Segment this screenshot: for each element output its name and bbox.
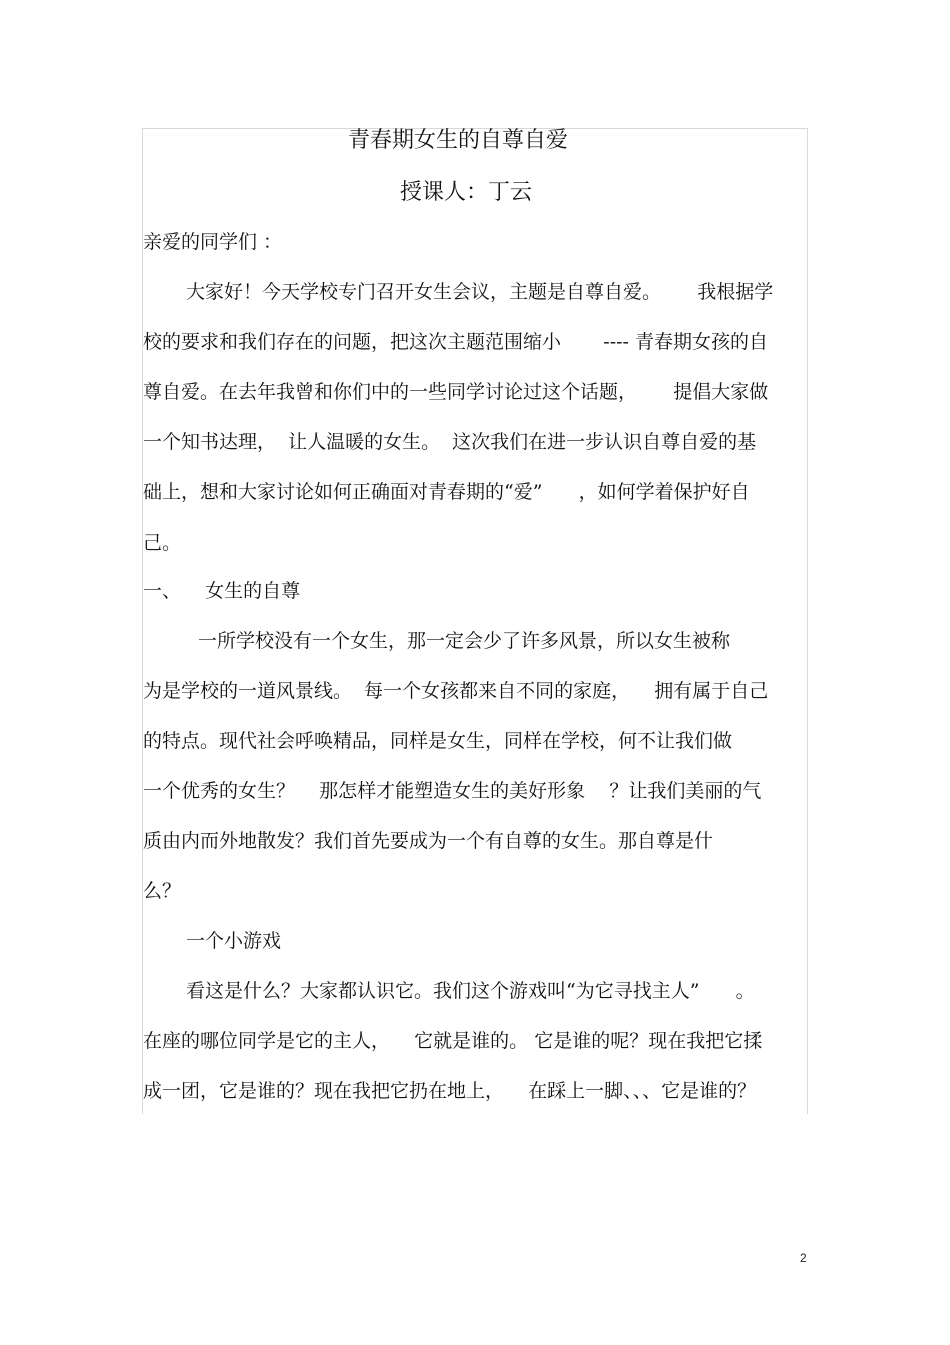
paragraph-line: 质由内而外地散发？我们首先要成为一个有自尊的女生。那自尊是什 xyxy=(143,830,714,852)
section-heading: 一、 女生的自尊 xyxy=(143,580,301,602)
paragraph-line: 看这是什么？大家都认识它。我们这个游戏叫“为它寻找主人” 。 xyxy=(186,980,755,1002)
page-frame xyxy=(142,128,808,1114)
paragraph-line: 成一团，它是谁的？现在我把它扔在地上， 在踩上一脚、、、它是谁的？ xyxy=(143,1080,757,1102)
paragraph-line: 在座的哪位同学是它的主人， 它就是谁的。 它是谁的呢？现在我把它揉 xyxy=(143,1030,763,1052)
page-number: 2 xyxy=(800,1251,807,1265)
paragraph-line: 校的要求和我们存在的问题，把这次主题范围缩小 ---- 青春期女孩的自 xyxy=(143,331,768,353)
document-title: 青春期女生的自尊自爱 xyxy=(348,128,569,153)
paragraph-line: 己。 xyxy=(143,532,182,554)
paragraph-line: 一个知书达理， 让人温暖的女生。 这次我们在进一步认识自尊自爱的基 xyxy=(143,431,757,453)
paragraph-line: 的特点。现代社会呼唤精品，同样是女生，同样在学校，何不让我们做 xyxy=(143,730,733,752)
paragraph-line: 为是学校的一道风景线。 每一个女孩都来自不同的家庭， 拥有属于自己 xyxy=(143,680,769,702)
paragraph-line: 大家好！今天学校专门召开女生会议，主题是自尊自爱。 我根据学 xyxy=(186,281,774,303)
paragraph-line: 么？ xyxy=(143,880,182,902)
instructor-line: 授课人：丁云 xyxy=(400,180,533,205)
paragraph-line: 一所学校没有一个女生，那一定会少了许多风景，所以女生被称 xyxy=(198,630,731,652)
paragraph-line: 一个优秀的女生？ 那怎样才能塑造女生的美好形象 ？让我们美丽的气 xyxy=(143,780,762,802)
greeting: 亲爱的同学们 ： xyxy=(143,231,283,253)
paragraph-line: 尊自爱。在去年我曾和你们中的一些同学讨论过这个话题， 提倡大家做 xyxy=(143,381,769,403)
paragraph-line: 础上，想和大家讨论如何正确面对青春期的“爱” ，如何学着保护好自 xyxy=(143,481,750,503)
subheading: 一个小游戏 xyxy=(186,930,282,952)
